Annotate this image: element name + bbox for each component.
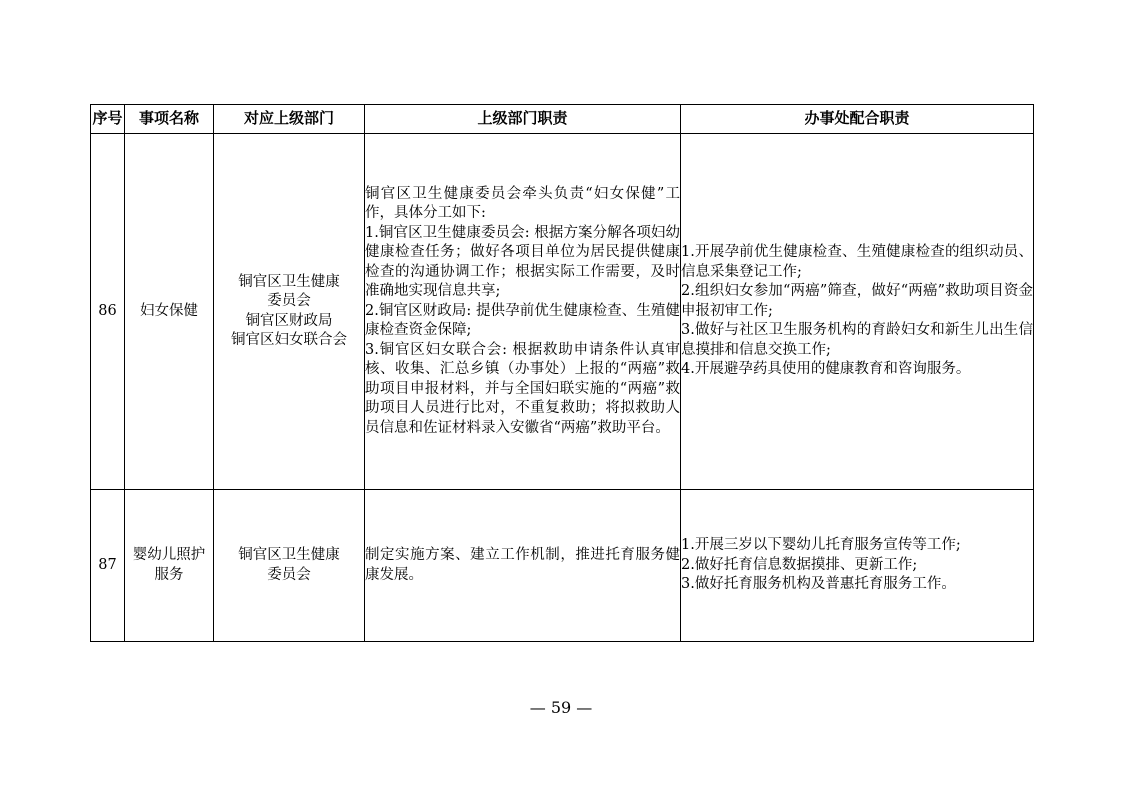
duty-paragraph: 制定实施方案、建立工作机制，推进托育服务健康发展。 bbox=[365, 547, 680, 583]
row-serial-number: 87 bbox=[91, 490, 125, 642]
duties-table bbox=[90, 104, 1034, 642]
table-row bbox=[91, 490, 1034, 642]
row-superior-department bbox=[214, 134, 365, 490]
row-office-cooperation-duties bbox=[681, 134, 1034, 490]
cooperation-item: 3.做好与社区卫生服务机构的育龄妇女和新生儿出生信息摸排和信息交换工作; bbox=[681, 322, 1033, 358]
department-line: 铜官区卫生健康 bbox=[238, 547, 340, 563]
cooperation-item: 1.开展三岁以下婴幼儿托育服务宣传等工作; bbox=[681, 537, 961, 554]
item-name-line: 妇女保健 bbox=[140, 302, 198, 319]
row-serial-number: 86 bbox=[91, 134, 125, 490]
department-line: 铜官区财政局 bbox=[245, 312, 333, 329]
header-serial-number: 序号 bbox=[91, 105, 125, 134]
cooperation-item: 1.开展孕前优生健康检查、生殖健康检查的组织动员、信息采集登记工作; bbox=[681, 244, 1033, 280]
row-item-name bbox=[125, 134, 214, 490]
table-header-row bbox=[91, 105, 1034, 134]
department-line: 委员会 bbox=[267, 293, 311, 309]
duty-paragraph: 铜官区卫生健康委员会牵头负责“妇女保健”工作，具体分工如下: bbox=[365, 185, 680, 222]
department-line: 铜官区妇女联合会 bbox=[231, 332, 347, 348]
row-superior-department bbox=[214, 490, 365, 642]
row-superior-duties bbox=[365, 490, 681, 642]
cooperation-item: 3.做好托育服务机构及普惠托育服务工作。 bbox=[681, 576, 956, 593]
header-superior-department: 对应上级部门 bbox=[214, 105, 365, 134]
header-superior-duties: 上级部门职责 bbox=[365, 105, 681, 134]
duty-paragraph: 3.铜官区妇女联合会: 根据救助申请条件认真审核、收集、汇总乡镇（办事处）上报的“两癌”救助项目申报材料，并与全国妇联实施的“两癌”救助项目人员进行比对，不重复救助；将拟救助人员信息和佐证材料录入安徽省“两癌”救助平台。 bbox=[365, 341, 680, 436]
cooperation-item: 4.开展避孕药具使用的健康教育和咨询服务。 bbox=[681, 361, 971, 378]
header-item-name: 事项名称 bbox=[125, 105, 214, 134]
department-line: 铜官区卫生健康 bbox=[238, 273, 340, 290]
header-office-cooperation-duties: 办事处配合职责 bbox=[681, 105, 1034, 134]
row-item-name bbox=[125, 490, 214, 642]
cooperation-item: 2.组织妇女参加“两癌”筛查，做好“两癌”救助项目资金申报初审工作; bbox=[681, 283, 1033, 319]
duty-paragraph: 2.铜官区财政局: 提供孕前优生健康检查、生殖健康检查资金保障; bbox=[365, 302, 680, 339]
cooperation-item: 2.做好托育信息数据摸排、更新工作; bbox=[681, 556, 918, 573]
item-name-line: 服务 bbox=[154, 566, 184, 583]
page-number: — 59 — bbox=[529, 698, 593, 717]
row-office-cooperation-duties bbox=[681, 490, 1034, 642]
table-row bbox=[91, 134, 1034, 490]
row-superior-duties bbox=[365, 134, 681, 490]
item-name-line: 婴幼儿照护 bbox=[132, 547, 206, 563]
duty-paragraph: 1.铜官区卫生健康委员会: 根据方案分解各项妇幼健康检查任务；做好各项目单位为居民提供健康检查的沟通协调工作；根据实际工作需要，及时准确地实现信息共享; bbox=[365, 224, 680, 300]
department-line: 委员会 bbox=[267, 566, 311, 583]
